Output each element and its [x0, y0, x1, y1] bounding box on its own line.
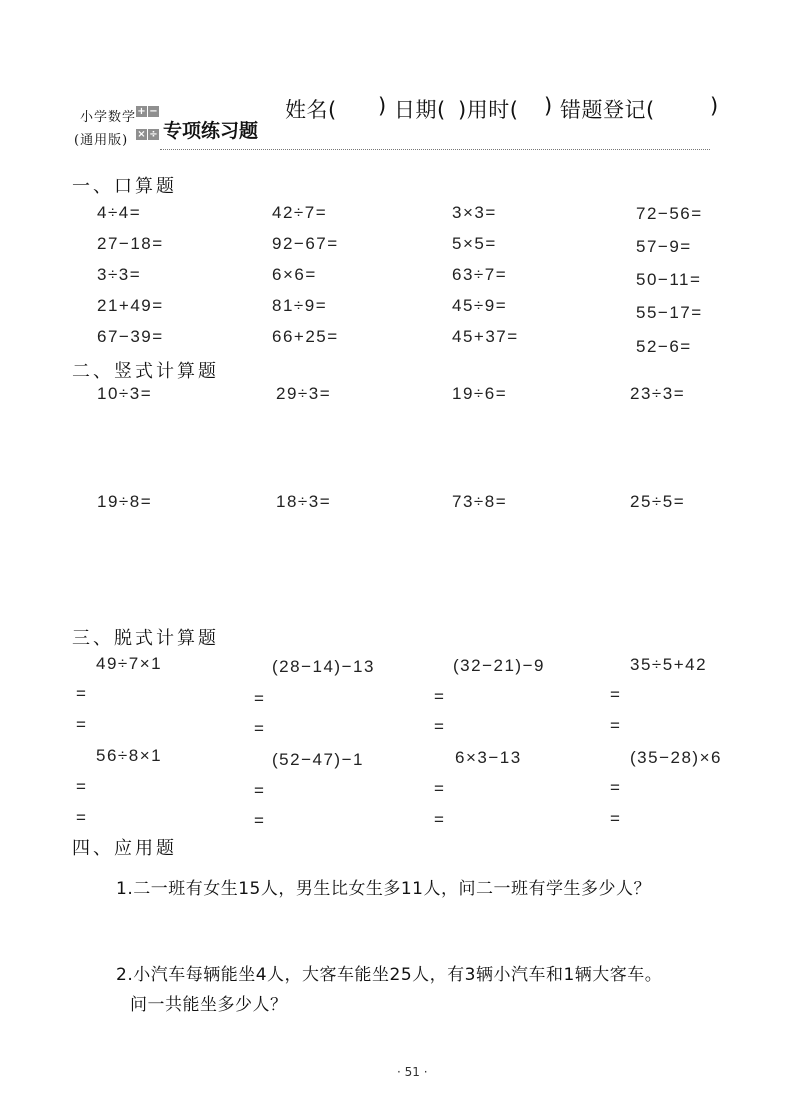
- oral-problem: 3×3=: [452, 203, 497, 222]
- equals-sign: =: [610, 716, 620, 735]
- vertical-problem: 18÷3=: [276, 492, 332, 511]
- time-label: )用时(: [458, 98, 519, 122]
- equals-sign: =: [610, 685, 620, 704]
- brand-title: 专项练习题: [163, 120, 259, 142]
- plus-icon: +: [137, 106, 146, 117]
- oral-problem: 42÷7=: [272, 203, 328, 222]
- stepwise-problem: (35−28)×6: [630, 748, 722, 767]
- stepwise-problem: 56÷8×1: [96, 746, 163, 765]
- minus-icon: −: [149, 106, 158, 117]
- stepwise-problem: (52−47)−1: [272, 750, 364, 769]
- oral-problem: 3÷3=: [97, 265, 142, 284]
- stepwise-problem: 6×3−13: [455, 748, 522, 767]
- oral-problem: 27−18=: [97, 234, 164, 253]
- equals-sign: =: [434, 779, 444, 798]
- error-log-close: ): [710, 94, 719, 118]
- name-label: 姓名(: [285, 98, 337, 122]
- vertical-problem: 25÷5=: [630, 492, 686, 511]
- equals-sign: =: [254, 811, 264, 830]
- page-number: · 51 ·: [397, 1065, 428, 1079]
- oral-problem: 5×5=: [452, 234, 497, 253]
- oral-problem: 4÷4=: [97, 203, 142, 222]
- stepwise-problem: (32−21)−9: [453, 656, 545, 675]
- stepwise-problem: (28−14)−13: [272, 657, 375, 676]
- section3-title: 三、脱式计算题: [72, 628, 219, 649]
- oral-problem: 92−67=: [272, 234, 339, 253]
- word-problem-2-cont: 问一共能坐多少人？: [130, 995, 288, 1015]
- equals-sign: =: [254, 689, 264, 708]
- subject-edition: (通用版): [74, 133, 129, 148]
- oral-problem: 45+37=: [452, 327, 519, 346]
- equals-sign: =: [76, 777, 86, 796]
- date-label: 日期(: [394, 98, 446, 122]
- section2-title: 二、竖式计算题: [72, 361, 219, 382]
- equals-sign: =: [434, 810, 444, 829]
- oral-problem: 57−9=: [636, 237, 692, 256]
- header-divider: [160, 149, 710, 150]
- vertical-problem: 23÷3=: [630, 384, 686, 403]
- oral-problem: 63÷7=: [452, 265, 508, 284]
- section1-title: 一、口算题: [72, 176, 177, 197]
- vertical-problem: 29÷3=: [276, 384, 332, 403]
- equals-sign: =: [610, 809, 620, 828]
- vertical-problem: 10÷3=: [97, 384, 153, 403]
- oral-problem: 45÷9=: [452, 296, 508, 315]
- oral-problem: 21+49=: [97, 296, 164, 315]
- equals-sign: =: [610, 778, 620, 797]
- error-log-label: 错题登记(: [560, 98, 655, 122]
- subject-title: 小学数学: [80, 110, 137, 125]
- word-problem-2: 2.小汽车每辆能坐4人，大客车能坐25人，有3辆小汽车和1辆大客车。: [116, 965, 663, 985]
- stepwise-problem: 35÷5+42: [630, 655, 708, 674]
- divide-icon: ÷: [149, 129, 158, 140]
- oral-problem: 6×6=: [272, 265, 317, 284]
- oral-problem: 72−56=: [636, 204, 703, 223]
- oral-problem: 67−39=: [97, 327, 164, 346]
- oral-problem: 66+25=: [272, 327, 339, 346]
- section4-title: 四、应用题: [72, 838, 177, 859]
- equals-sign: =: [254, 719, 264, 738]
- equals-sign: =: [434, 687, 444, 706]
- equals-sign: =: [76, 808, 86, 827]
- oral-problem: 55−17=: [636, 303, 703, 322]
- stepwise-problem: 49÷7×1: [96, 654, 163, 673]
- equals-sign: =: [76, 715, 86, 734]
- oral-problem: 50−11=: [636, 270, 702, 289]
- vertical-problem: 19÷8=: [97, 492, 153, 511]
- equals-sign: =: [254, 781, 264, 800]
- time-close: ): [544, 94, 553, 118]
- equals-sign: =: [76, 684, 86, 703]
- oral-problem: 52−6=: [636, 337, 692, 356]
- operator-logo: [136, 106, 160, 146]
- times-icon: ×: [137, 129, 146, 140]
- vertical-problem: 73÷8=: [452, 492, 508, 511]
- name-close: ): [378, 94, 387, 118]
- equals-sign: =: [434, 717, 444, 736]
- vertical-problem: 19÷6=: [452, 384, 508, 403]
- word-problem-1: 1.二一班有女生15人，男生比女生多11人，问二一班有学生多少人？: [116, 879, 651, 899]
- oral-problem: 81÷9=: [272, 296, 328, 315]
